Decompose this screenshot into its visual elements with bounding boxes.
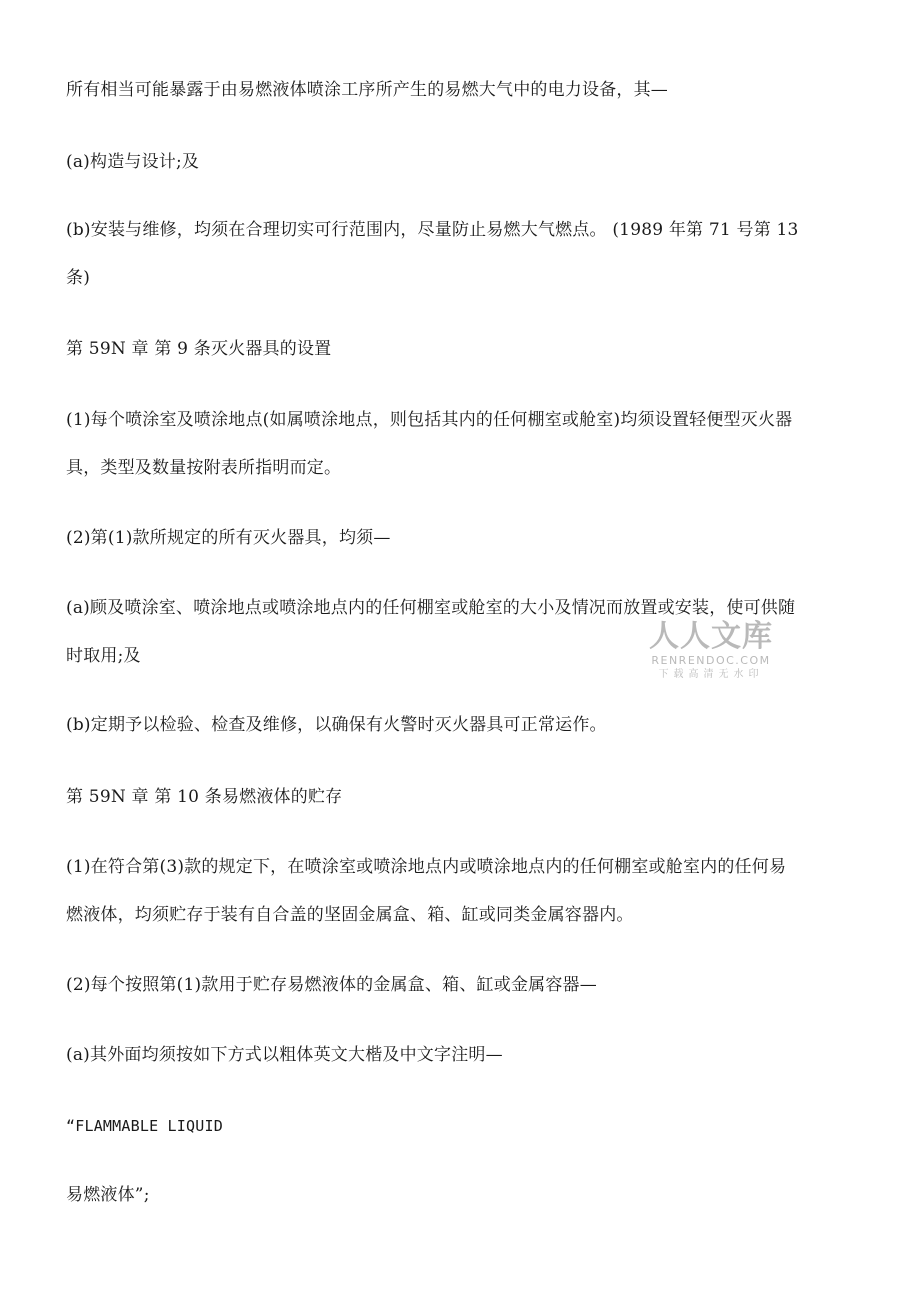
- paragraph-line: (1)在符合第(3)款的规定下，在喷涂室或喷涂地点内或喷涂地点内的任何棚室或舱室内的任何易: [66, 857, 787, 877]
- paragraph-line: 时取用;及: [66, 646, 141, 666]
- watermark-title: 人人文库: [649, 619, 773, 654]
- label-text-english: “FLAMMABLE LIQUID: [66, 1117, 223, 1135]
- paragraph-line: (1)每个喷涂室及喷涂地点(如属喷涂地点，则包括其内的任何棚室或舱室)均须设置轻便型灭火器: [66, 410, 793, 430]
- section-heading: 第 59N 章 第 9 条灭火器具的设置: [66, 339, 332, 359]
- paragraph-line: (a)构造与设计;及: [66, 152, 200, 172]
- paragraph-line: (a)顾及喷涂室、喷涂地点或喷涂地点内的任何棚室或舱室的大小及情况而放置或安装，使可供随: [66, 598, 796, 618]
- section-heading: 第 59N 章 第 10 条易燃液体的贮存: [66, 787, 343, 807]
- watermark-logo: [646, 620, 776, 682]
- watermark-url: RENRENDOC.COM: [651, 654, 771, 667]
- paragraph-line: (2)每个按照第(1)款用于贮存易燃液体的金属盒、箱、缸或金属容器—: [66, 975, 597, 995]
- paragraph-line: (a)其外面均须按如下方式以粗体英文大楷及中文字注明—: [66, 1045, 503, 1065]
- paragraph-line: 条): [66, 268, 91, 288]
- watermark-subtitle: 下载高清无水印: [658, 669, 764, 680]
- paragraph-line: 所有相当可能暴露于由易燃液体喷涂工序所产生的易燃大气中的电力设备，其—: [66, 80, 668, 100]
- paragraph-line: (2)第(1)款所规定的所有灭火器具，均须—: [66, 528, 391, 548]
- paragraph-line: 燃液体，均须贮存于装有自合盖的坚固金属盒、箱、缸或同类金属容器内。: [66, 905, 634, 925]
- label-text-chinese: 易燃液体”;: [66, 1185, 150, 1205]
- paragraph-line: (b)定期予以检验、检查及维修，以确保有火警时灭火器具可正常运作。: [66, 715, 607, 735]
- paragraph-line: (b)安装与维修，均须在合理切实可行范围内，尽量防止易燃大气燃点。 (1989 年第 71 号第 13: [66, 220, 799, 240]
- paragraph-line: 具，类型及数量按附表所指明而定。: [66, 458, 342, 478]
